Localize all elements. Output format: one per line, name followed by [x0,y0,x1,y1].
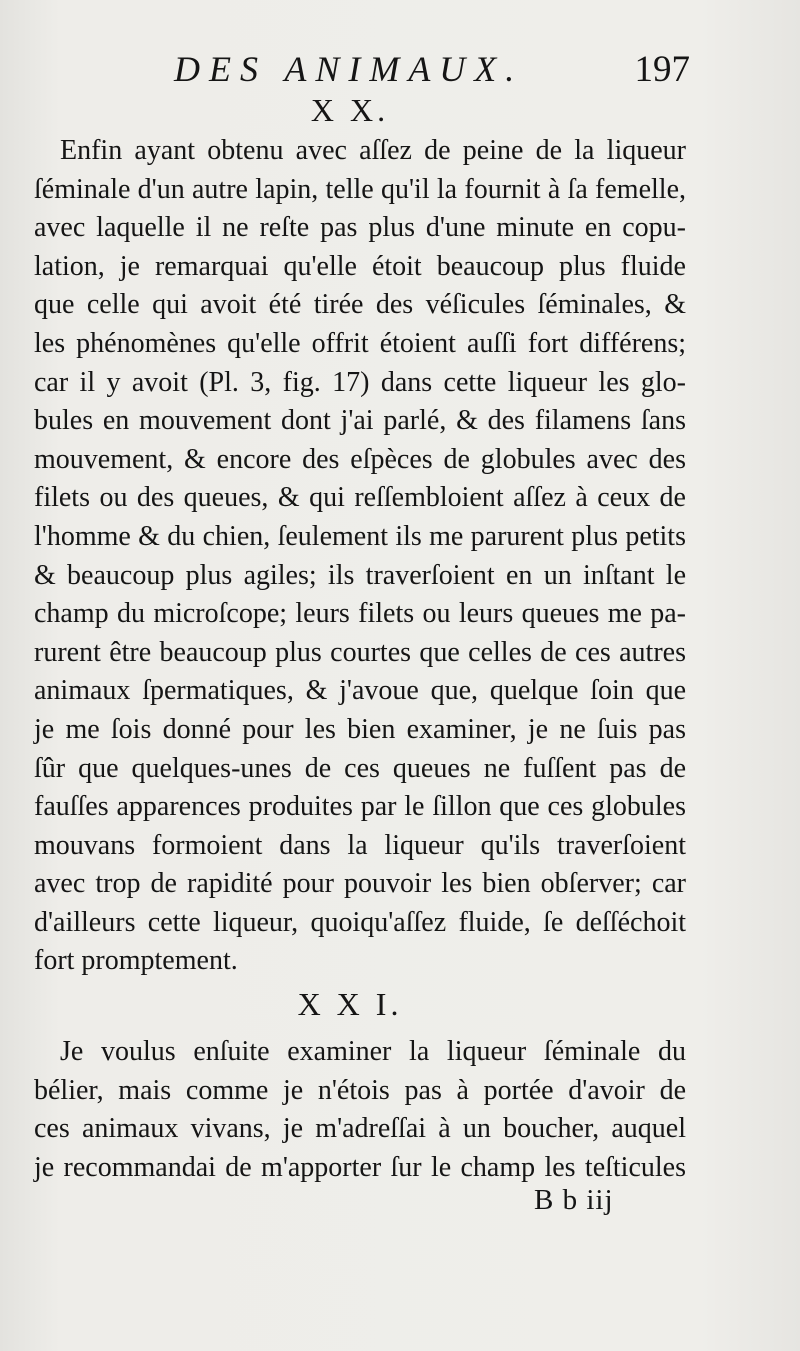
text-line: car il y avoit (Pl. 3, fig. 17) dans cette liqueur les glo- [34,366,686,398]
text-line: rurent être beaucoup plus courtes que celles de ces autres [34,636,686,668]
text-line: l'homme & du chien, ſeulement ils me parurent plus petits [34,520,686,552]
text-line: Enfin ayant obtenu avec aſſez de peine de la liqueur [60,135,686,166]
text-line: mouvans formoient dans la liqueur qu'ils traverſoient [34,829,686,861]
text-line: & beaucoup plus agiles; ils traverſoient en un inſtant le [34,559,686,591]
section-xxi-paragraph [34,1033,686,1187]
text-line: je me ſois donné pour les bien examiner, je ne ſuis pas [34,713,686,745]
text-line: Je voulus enſuite examiner la liqueur ſéminale du [60,1036,686,1067]
text-line: champ du microſcope; leurs filets ou leurs queues me pa- [34,598,686,630]
text-line: lation, je remarquai qu'elle étoit beaucoup plus fluide [34,250,686,282]
text-line: que celle qui avoit été tirée des véſicules ſéminales, & [34,289,686,321]
section-heading-xx: X X. [310,92,390,128]
text-line: je recommandai de m'apporter ſur le champ les teſticules [34,1151,686,1183]
text-line: fauſſes apparences produites par le ſillon que ces globules [34,791,686,823]
text-line: ſéminale d'un autre lapin, telle qu'il la fournit à ſa femelle, [34,173,686,205]
text-line: filets ou des queues, & qui reſſembloient aſſez à ceux de [34,482,686,514]
running-title: DES ANIMAUX. [174,49,524,89]
section-xx-paragraph [34,132,686,981]
page-header [40,42,690,98]
text-line: fort promptement. [34,945,238,977]
signature-mark: B b iij [534,1184,614,1216]
text-line: d'ailleurs cette liqueur, quoiqu'aſſez fluide, ſe deſſéchoit [34,906,686,938]
text-line: ſûr que quelques-unes de ces queues ne fuſſent pas de [34,752,686,784]
text-line: avec trop de rapidité pour pouvoir les bien obſerver; car [34,868,686,900]
text-line: mouvement, & encore des eſpèces de globules avec des [34,443,686,475]
text-line: les phénomènes qu'elle offrit étoient auſſi fort différens; [34,327,686,359]
text-line: bules en mouvement dont j'ai parlé, & des filamens ſans [34,405,686,437]
text-line: avec laquelle il ne reſte pas plus d'une minute en copu- [34,212,686,244]
text-line: bélier, mais comme je n'étois pas à portée d'avoir de [34,1074,686,1106]
text-line: ces animaux vivans, je m'adreſſai à un boucher, auquel [34,1113,686,1145]
page-number: 197 [634,49,690,90]
section-heading-xxi: X X I. [297,986,403,1022]
text-line: animaux ſpermatiques, & j'avoue que, quelque ſoin que [34,675,686,707]
